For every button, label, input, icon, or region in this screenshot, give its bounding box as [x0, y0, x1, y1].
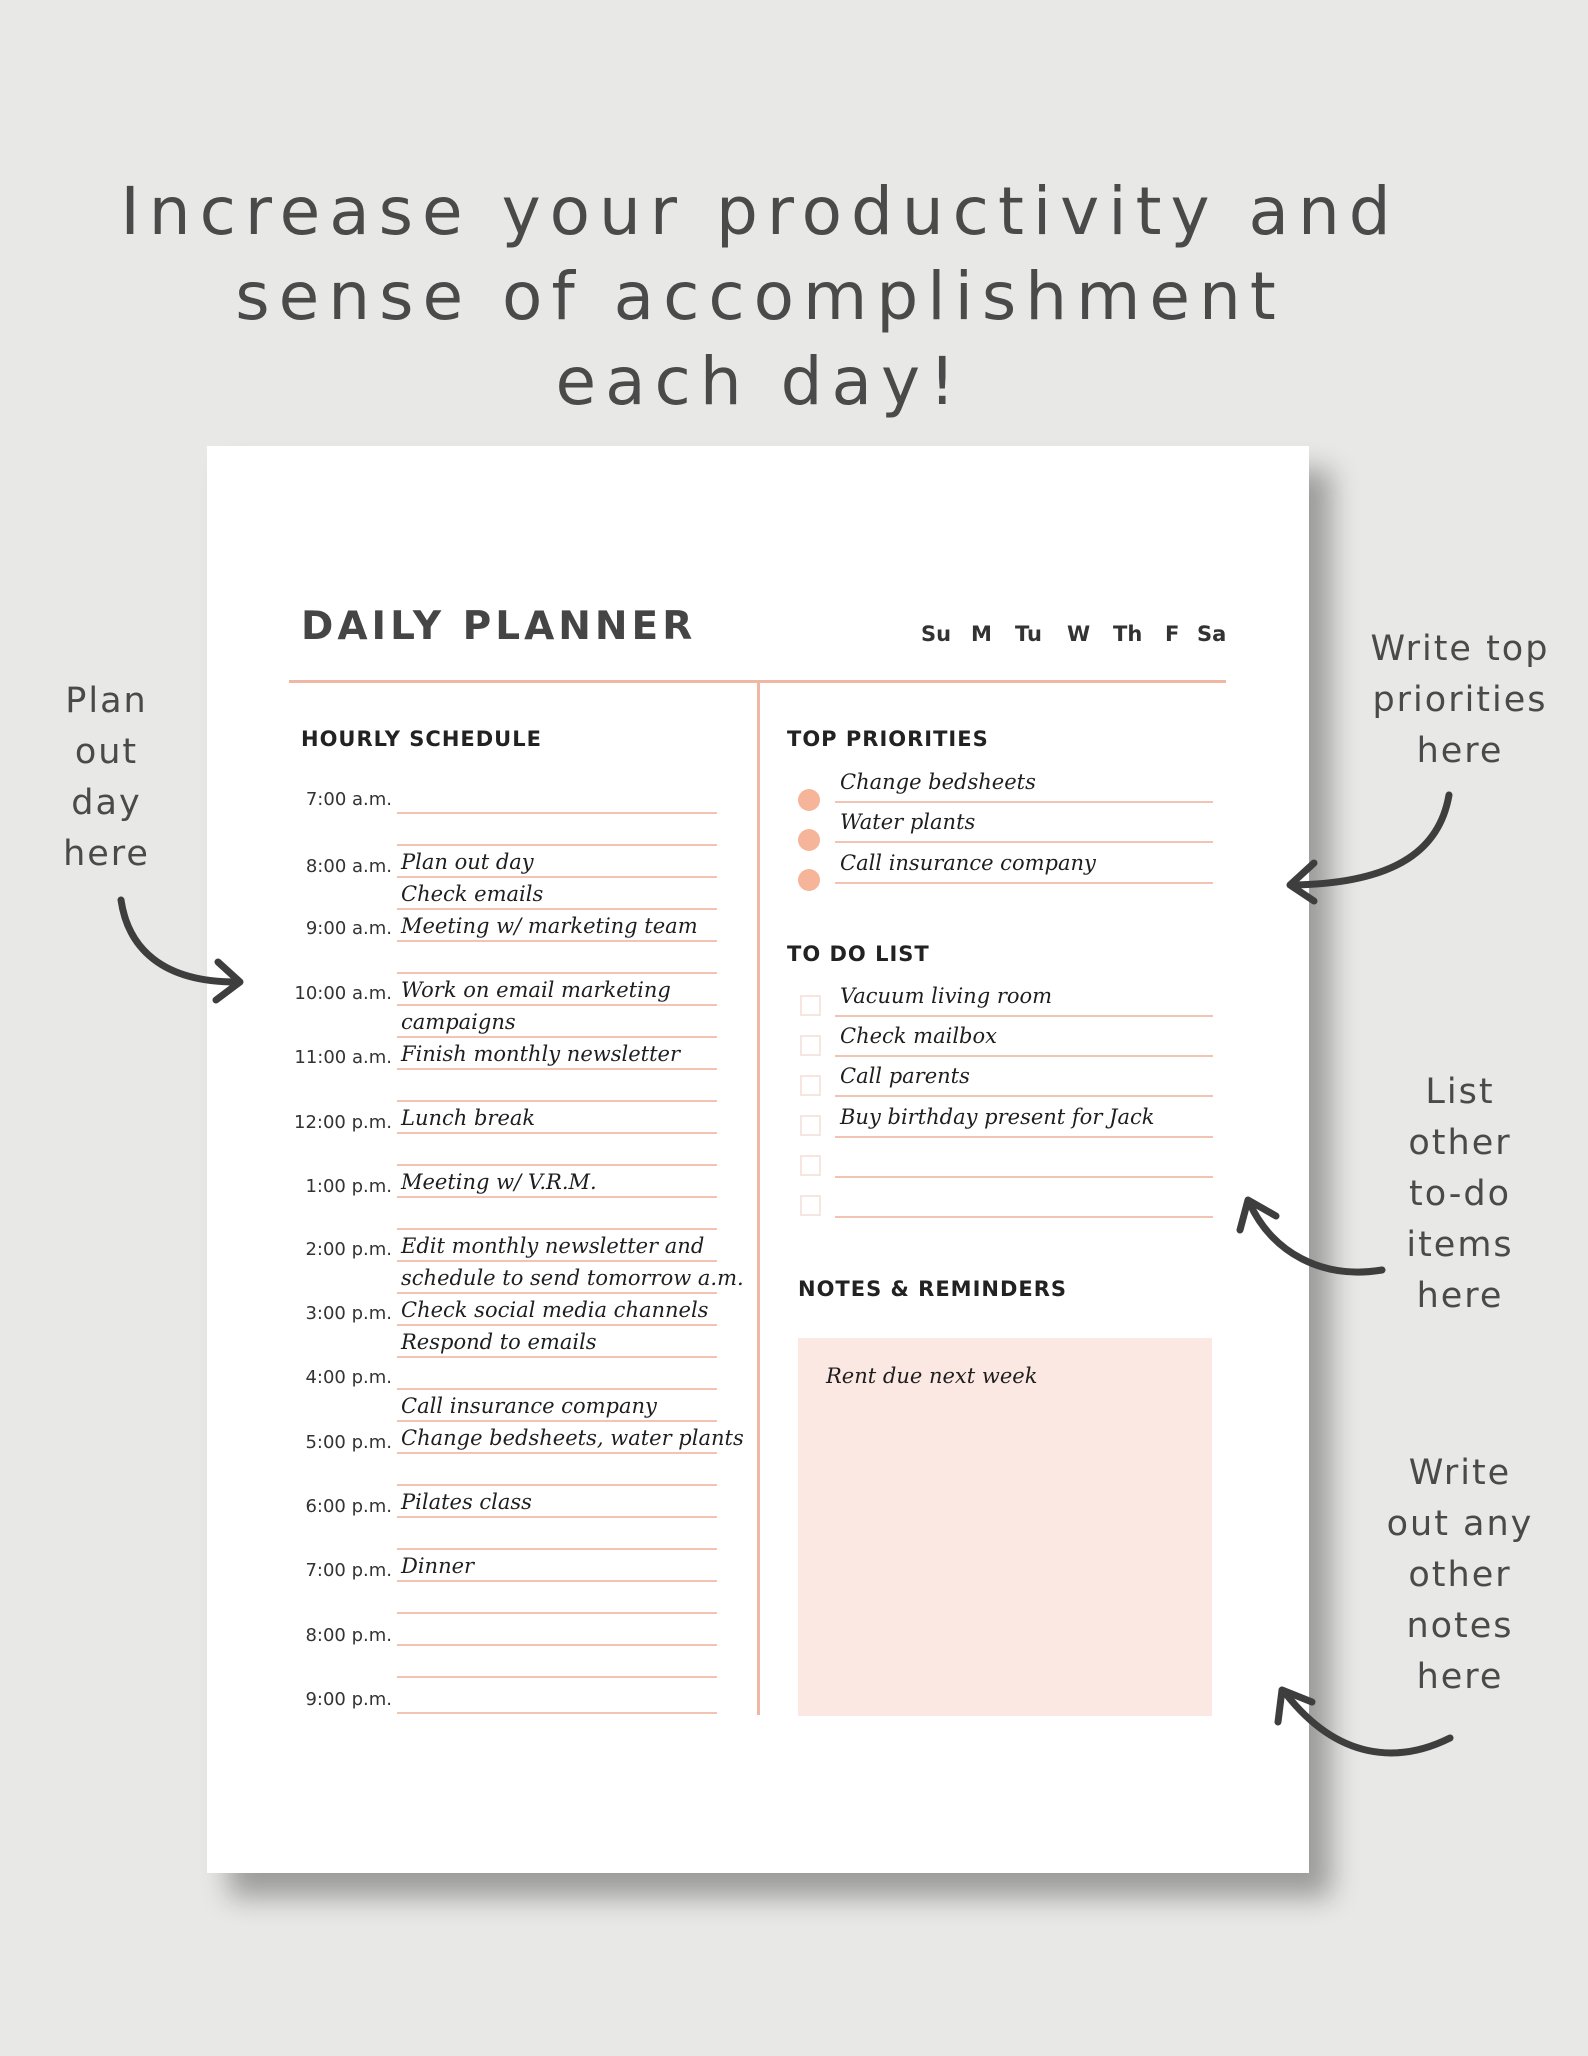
priority-line: [835, 882, 1213, 884]
time-label: 10:00 a.m.: [294, 983, 392, 1004]
day-thursday[interactable]: Th: [1113, 622, 1143, 646]
schedule-line: [397, 908, 717, 910]
schedule-line: [397, 1324, 717, 1326]
time-label: 7:00 a.m.: [305, 789, 392, 810]
side-note-line: Plan: [65, 681, 148, 721]
priority-bullet-icon: [798, 829, 820, 851]
priority-item[interactable]: Call insurance company: [840, 851, 1096, 875]
schedule-line: [397, 1420, 717, 1422]
todo-checkbox[interactable]: [800, 1195, 821, 1216]
schedule-line: [397, 1644, 717, 1646]
schedule-line: [397, 1036, 717, 1038]
time-label: 3:00 p.m.: [305, 1303, 392, 1324]
schedule-line: [397, 1260, 717, 1262]
side-note-line: Write: [1408, 1453, 1512, 1493]
side-note-todo: [1370, 1067, 1550, 1322]
todo-checkbox[interactable]: [800, 1035, 821, 1056]
todo-item[interactable]: Call parents: [840, 1064, 970, 1088]
time-label: 5:00 p.m.: [305, 1432, 392, 1453]
schedule-line: [397, 1452, 717, 1454]
schedule-line: [397, 812, 717, 814]
notes-text[interactable]: Rent due next week: [826, 1364, 1038, 1388]
schedule-entry[interactable]: Check social media channels: [401, 1298, 709, 1322]
schedule-line: [397, 1292, 717, 1294]
schedule-line: [397, 1388, 717, 1390]
headline-line-2: sense of accomplishment: [235, 258, 1285, 336]
schedule-line: [397, 940, 717, 942]
curved-arrow-icon: [1268, 1680, 1468, 1780]
time-label: 6:00 p.m.: [305, 1496, 392, 1517]
todo-item[interactable]: Vacuum living room: [840, 984, 1053, 1008]
todo-line: [835, 1055, 1213, 1057]
schedule-line: [397, 844, 717, 846]
day-friday[interactable]: F: [1165, 622, 1180, 646]
column-divider: [757, 682, 760, 1715]
schedule-line: [397, 1676, 717, 1678]
schedule-entry[interactable]: Dinner: [401, 1554, 475, 1578]
headline-line-1: Increase your productivity and: [120, 173, 1400, 251]
priority-line: [835, 841, 1213, 843]
side-note-line: day: [71, 783, 142, 823]
time-label: 12:00 p.m.: [294, 1112, 392, 1133]
schedule-entry[interactable]: Check emails: [401, 882, 544, 906]
schedule-entry[interactable]: schedule to send tomorrow a.m.: [401, 1266, 744, 1290]
schedule-line: [397, 1132, 717, 1134]
headline: [100, 169, 1420, 424]
todo-checkbox[interactable]: [800, 995, 821, 1016]
side-note-line: other: [1408, 1555, 1512, 1595]
schedule-line: [397, 1612, 717, 1614]
time-label: 4:00 p.m.: [305, 1367, 392, 1388]
priority-bullet-icon: [798, 789, 820, 811]
side-note-line: here: [1416, 731, 1504, 771]
day-tuesday[interactable]: Tu: [1015, 622, 1042, 646]
schedule-line: [397, 1484, 717, 1486]
schedule-line: [397, 972, 717, 974]
schedule-line: [397, 1228, 717, 1230]
schedule-entry[interactable]: Finish monthly newsletter: [401, 1042, 680, 1066]
schedule-line: [397, 1516, 717, 1518]
side-note-line: to-do: [1408, 1174, 1512, 1214]
side-note-line: priorities: [1372, 680, 1548, 720]
schedule-line: [397, 1100, 717, 1102]
side-note-line: Write top: [1370, 629, 1550, 669]
todo-line: [835, 1176, 1213, 1178]
day-wednesday[interactable]: W: [1067, 622, 1091, 646]
curved-arrow-icon: [110, 890, 260, 1005]
planner-title: DAILY PLANNER: [301, 604, 697, 649]
priority-line: [835, 801, 1213, 803]
side-note-line: here: [63, 834, 150, 874]
todo-title: TO DO LIST: [787, 942, 930, 966]
todo-line: [835, 1216, 1213, 1218]
schedule-entry[interactable]: Respond to emails: [401, 1330, 597, 1354]
side-note-plan-day: [30, 676, 183, 880]
schedule-line: [397, 1356, 717, 1358]
todo-checkbox[interactable]: [800, 1155, 821, 1176]
side-note-notes: [1360, 1448, 1560, 1703]
todo-line: [835, 1136, 1213, 1138]
headline-line-3: each day!: [555, 343, 965, 421]
side-note-line: notes: [1406, 1606, 1514, 1646]
todo-checkbox[interactable]: [800, 1115, 821, 1136]
schedule-entry[interactable]: Call insurance company: [401, 1394, 657, 1418]
schedule-line: [397, 876, 717, 878]
side-note-line: out any: [1386, 1504, 1534, 1544]
schedule-entry[interactable]: Pilates class: [401, 1490, 532, 1514]
time-label: 7:00 p.m.: [305, 1560, 392, 1581]
priority-item[interactable]: Change bedsheets: [840, 770, 1036, 794]
side-note-priorities: [1340, 624, 1580, 777]
schedule-entry[interactable]: Change bedsheets, water plants: [401, 1426, 744, 1450]
time-label: 9:00 a.m.: [305, 918, 392, 939]
todo-line: [835, 1015, 1213, 1017]
day-saturday[interactable]: Sa: [1197, 622, 1227, 646]
side-note-line: here: [1416, 1657, 1504, 1697]
schedule-line: [397, 1712, 717, 1714]
schedule-entry[interactable]: campaigns: [401, 1010, 516, 1034]
schedule-entry[interactable]: Meeting w/ marketing team: [401, 914, 698, 938]
side-note-line: here: [1416, 1276, 1504, 1316]
schedule-line: [397, 1164, 717, 1166]
time-label: 11:00 a.m.: [294, 1047, 392, 1068]
hourly-schedule-title: HOURLY SCHEDULE: [301, 727, 542, 751]
curved-arrow-icon: [1232, 1190, 1392, 1290]
schedule-entry[interactable]: Lunch break: [401, 1106, 536, 1130]
schedule-line: [397, 1548, 717, 1550]
curved-arrow-icon: [1280, 785, 1460, 905]
side-note-line: other: [1408, 1123, 1512, 1163]
priority-bullet-icon: [798, 869, 820, 891]
schedule-line: [397, 1580, 717, 1582]
schedule-entry[interactable]: Plan out day: [401, 850, 534, 874]
schedule-entry[interactable]: Edit monthly newsletter and: [401, 1234, 705, 1258]
time-label: 8:00 p.m.: [305, 1625, 392, 1646]
schedule-line: [397, 1004, 717, 1006]
day-sunday[interactable]: Su: [921, 622, 952, 646]
todo-item[interactable]: Check mailbox: [840, 1024, 997, 1048]
side-note-line: items: [1406, 1225, 1514, 1265]
time-label: 8:00 a.m.: [305, 856, 392, 877]
planner-page: [207, 446, 1309, 1873]
schedule-line: [397, 1196, 717, 1198]
time-label: 9:00 p.m.: [305, 1689, 392, 1710]
top-priorities-title: TOP PRIORITIES: [787, 727, 989, 751]
schedule-entry[interactable]: Meeting w/ V.R.M.: [401, 1170, 597, 1194]
day-monday[interactable]: M: [971, 622, 992, 646]
priority-item[interactable]: Water plants: [840, 810, 976, 834]
todo-item[interactable]: Buy birthday present for Jack: [840, 1105, 1155, 1129]
side-note-line: out: [74, 732, 139, 772]
todo-line: [835, 1095, 1213, 1097]
notes-box[interactable]: [798, 1338, 1212, 1716]
time-label: 1:00 p.m.: [305, 1176, 392, 1197]
side-note-line: List: [1425, 1072, 1495, 1112]
schedule-entry[interactable]: Work on email marketing: [401, 978, 671, 1002]
todo-checkbox[interactable]: [800, 1075, 821, 1096]
schedule-line: [397, 1068, 717, 1070]
notes-title: NOTES & REMINDERS: [798, 1277, 1068, 1301]
time-label: 2:00 p.m.: [305, 1239, 392, 1260]
